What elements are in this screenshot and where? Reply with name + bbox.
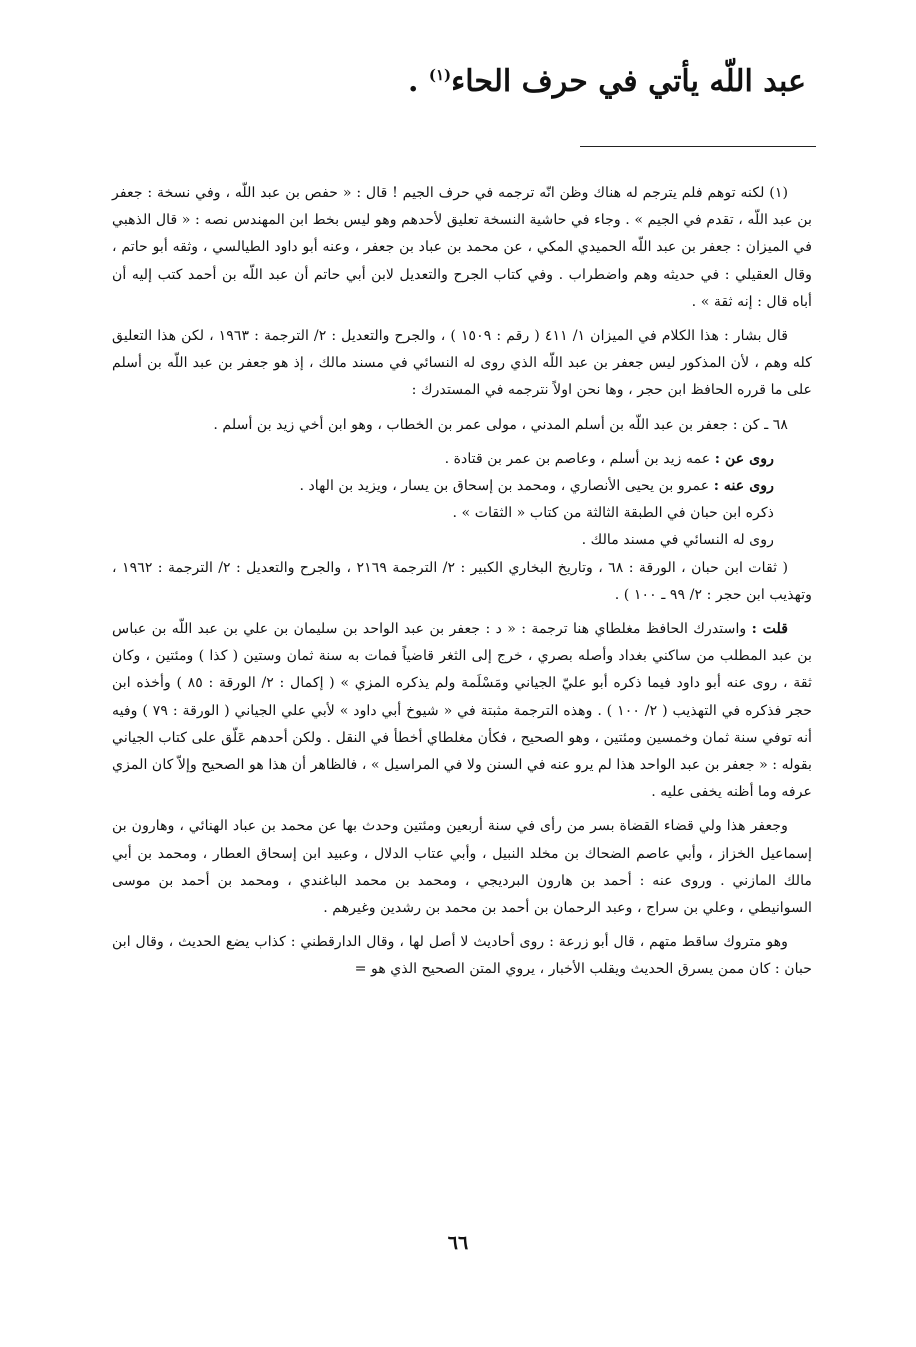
footnote-separator (580, 146, 816, 147)
heading-text: عبد اللّه يأتي في حرف الحاء (451, 64, 806, 99)
footnotes-section (112, 180, 812, 991)
bashar-comment: قال بشار : هذا الكلام في الميزان ١/ ٤١١ ( رقم : ١٥٠٩ ) ، والجرح والتعديل : ٢/ الترجمة : ١٩٦٣ ، لكن هذا التعليق كله وهم ، لأن المذكور ليس جعفر بن عبد اللّه الذي روى له النسائي في مسند مالك ، إذ هو جعفر بن عبد اللّه بن أسلم على ما قرره الحافظ ابن حجر ، وها نحن اولاً نترجمه في المستدرك : (112, 328, 812, 399)
jafar-paragraph: وجعفر هذا ولي قضاء القضاة بسر من رأى في سنة أربعين ومئتين وحدث بها عن محمد بن عباد الهنائي ، وهارون بن إسماعيل الخزاز ، وأبي عاصم الضحاك بن مخلد النبيل ، وأبي عتاب الدلال ، وعبيد ابن إسحاق العطار ، ومحمد بن أبي مالك المازني . وروى عنه : أحمد بن هارون البرديجي ، ومحمد بن محمد الباغندي ، ومحمد بن أحمد بن موسى السوانيطي ، وعلي بن سراج ، وعبد الرحمان بن أحمد بن محمد بن رشدين وغيرهم . (112, 818, 812, 917)
sources-citation: ( ثقات ابن حبان ، الورقة : ٦٨ ، وتاريخ البخاري الكبير : ٢/ الترجمة ٢١٦٩ ، والجرح والتعديل : ٢/ الترجمة : ١٩٦٢ ، وتهذيب ابن حجر : ٢/ ٩٩ ـ ١٠٠ ) . (112, 559, 812, 603)
narrated-by-text: عمرو بن يحيى الأنصاري ، ومحمد بن إسحاق بن يسار ، ويزيد بن الهاد . (299, 478, 714, 495)
narrated-from-text: عمه زيد بن أسلم ، وعاصم بن عمر بن قتادة . (444, 450, 715, 467)
qultu-text: واستدرك الحافظ مغلطاي هنا ترجمة : « د : جعفر بن عبد الواحد بن سليمان بن علي بن عبد اللّه بن عباس بن عبد المطلب من ساكني بغداد وأصله بصري ، خرج إلى الثغر قاضياً فمات به سنة ثمان وستين ( كذا ) ومئتين ، وكان ثقة ، روى عنه أبو داود فيما ذكره أبو عليّ الجياني ومَسْلَمة ولم يذكره المزي » ( إكمال : ٢/ الورقة : ٨٥ ) وأخذه ابن حجر فذكره في التهذيب ( ٢/ ١٠٠ ) . وهذه الترجمة مثبتة في « شيوخ أبي داود » لأبي علي الجياني ( الورقة : ٧٩ ) وفيه أنه توفي سنة ثمان وخمسين ومئتين ، وهو الصحيح ، فكأن مغلطاي أخطأ في النقل . ولكن أحدهم عَلّق على كتاب الجياني بقوله : « جعفر بن عبد الواحد هذا لم يرو عنه في السنن ولا في المراسيل » ، فالظاهر أن هذا هو الصحيح وإلاّ كان المزي عرفه وما أظنه يخفى عليه . (112, 621, 813, 801)
heading-end: . (407, 64, 429, 99)
qultu-label: قلت : (751, 621, 788, 638)
qultu-paragraph (112, 616, 812, 806)
footnote-1: (١) لكنه توهم فلم يترجم له هناك وظن انّه ترجمه في حرف الجيم ! قال : « حفص بن عبد اللّه ، وفي نسخة : جعفر بن عبد اللّه ، تقدم في الجيم » . وجاء في حاشية النسخة تعليق لأحدهم وهو ليس بخط ابن المهندس نصه : « قال الذهبي في الميزان : جعفر بن عبد اللّه الحميدي المكي ، عن محمد بن عباد بن جعفر ، وعنه أبو داود الطيالسي ، وثقه أبو حاتم ، وقال العقيلي : في حديثه وهم واضطراب . وفي كتاب الجرح والتعديل لابن أبي حاتم أن عبد اللّه بن أحمد كتب إليه أن أباه قال : إنه ثقة » . (112, 185, 812, 310)
narrated-from (112, 446, 774, 473)
entry-68-details (112, 446, 812, 555)
nasai-mention: روى له النسائي في مسند مالك . (581, 532, 774, 549)
entry-68: ٦٨ ـ كن : جعفر بن عبد اللّه بن أسلم المدني ، مولى عمر بن الخطاب ، وهو ابن أخي زيد بن أسلم . (213, 416, 788, 433)
entry-heading (408, 62, 806, 101)
narrated-by-label: روى عنه : (713, 478, 774, 495)
ibn-hibban-mention: ذكره ابن حبان في الطبقة الثالثة من كتاب « الثقات » . (452, 505, 774, 522)
page-number: ٦٦ (447, 1232, 469, 1254)
matruk-paragraph: وهو متروك ساقط متهم ، قال أبو زرعة : روى أحاديث لا أصل لها ، وقال الدارقطني : كذاب يضع الحديث ، وقال ابن حبان : كان ممن يسرق الحديث ويقلب الأخبار ، يروي المتن الصحيح الذي هو = (112, 934, 812, 978)
narrated-by (112, 473, 774, 500)
narrated-from-label: روى عن : (714, 450, 774, 467)
footnote-marker[interactable]: (١) (428, 66, 452, 84)
